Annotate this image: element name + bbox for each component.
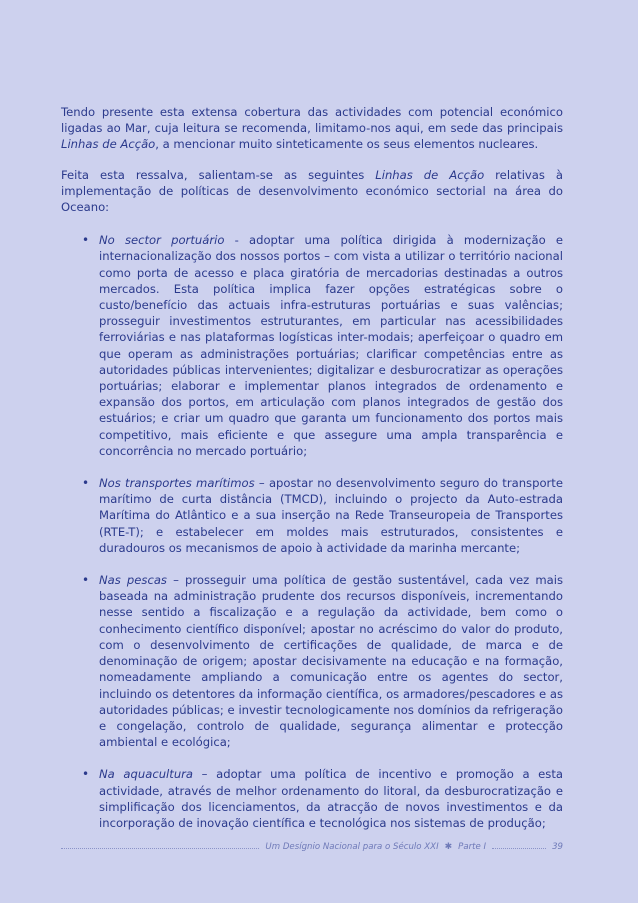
page-number: 39: [552, 842, 563, 852]
item-text: – adoptar uma política de incentivo e promoção a esta actividade, através de melhor ordenamento do litoral, da desburocratização e simplificação dos licenciamentos, da atracção de novos investimentos e da incorporação de inovação científica e tecnológica nos sistemas de produção;: [99, 767, 563, 830]
page-footer: [61, 842, 563, 852]
item-text: – prosseguir uma política de gestão sustentável, cada vez mais baseada na administração prudente dos recursos disponíveis, incrementando nesse sentido a fiscalização e a regulação da actividade, bem como o conhecimento científico disponível; apostar no acréscimo do valor do produto, com o desenvolvimento de certificações de qualidade, de marca e de denominação de origem; apostar decisivamente na educação e na formação, nomeadamente ampliando a comunicação entre os agentes do sector, incluindo os detentores da informação científica, os armadores/pescadores e as autoridades públicas; e investir tecnologicamente nos domínios da refrigeração e congelação, controlo de qualidade, segurança alimentar e protecção ambiental e ecológica;: [99, 573, 563, 750]
bullet-icon: •: [82, 476, 90, 491]
item-lead: Nas pescas: [99, 573, 167, 588]
footer-part: Parte I: [458, 842, 487, 852]
footer-title: Um Desígnio Nacional para o Século XXI: [265, 842, 439, 852]
bullet-icon: •: [82, 767, 90, 782]
intro-text-2a: Feita esta ressalva, salientam-se as seguintes: [61, 167, 376, 182]
document-body: [61, 104, 563, 847]
item-lead: No sector portuário: [99, 233, 225, 248]
item-lead: Nos transportes marítimos: [99, 476, 255, 491]
list-item-aquaculture: [61, 766, 563, 831]
intro-emphasis-2: Linhas de Acção: [375, 167, 485, 182]
item-text: – apostar no desenvolvimento seguro do transporte marítimo de curta distância (TMCD), incluindo o projecto da Auto-estrada Marítima do Atlântico e a sua inserção na Rede Transeuropeia de Transportes (RTE-T); e estabelecer em moldes mais estruturados, consistentes e duradouros os mecanismos de apoio à actividade da marinha mercante;: [99, 476, 563, 555]
intro-paragraph-1: [61, 104, 563, 153]
intro-emphasis-1: Linhas de Acção: [61, 137, 156, 152]
footer-dotted-rule-short: [492, 848, 546, 849]
item-lead: Na aquacultura: [99, 767, 194, 782]
intro-paragraph-2: [61, 167, 563, 216]
item-text: - adoptar uma política dirigida à modernização e internacionalização dos nossos portos – com vista a utilizar o território nacional como porta de acesso e placa giratória de mercadorias destinadas a outros mercados. Esta política implica fazer opções estratégicas sobre o custo/benefício das actuais infra-estruturas portuárias e suas valências; prosseguir investimentos estruturantes, em particular nas acessibilidades ferroviárias e nas plataformas logísticas inter-modais; aperfeiçoar o quadro em que operam as administrações portuárias; clarificar competências entre as autoridades públicas intervenientes; digitalizar e desburocratizar as operações portuárias; elaborar e implementar planos integrados de ordenamento e expansão dos portos, em articulação com planos integrados de gestão dos estuários; e criar um quadro que garanta um funcionamento dos portos mais competitivo, mais eficiente e que assegure uma ampla transparência e concorrência no mercado portuário;: [99, 233, 564, 458]
list-item-fisheries: [61, 572, 563, 750]
list-item-port-sector: [61, 232, 563, 459]
intro-text-2b: relativas à implementação de políticas de desenvolvimento económico sectorial na área do Oceano:: [61, 167, 564, 215]
action-lines-list: [61, 232, 563, 831]
bullet-icon: •: [82, 573, 90, 588]
intro-text-1a: Tendo presente esta extensa cobertura das actividades com potencial económico ligadas ao Mar, cuja leitura se recomenda, limitamo-nos aqui, em sede das principais: [61, 105, 563, 136]
intro-text-1b: , a mencionar muito sinteticamente os seus elementos nucleares.: [155, 137, 539, 152]
separator-star-icon: ✱: [444, 842, 453, 852]
bullet-icon: •: [82, 233, 90, 248]
footer-dotted-rule: [61, 848, 259, 849]
list-item-maritime-transport: [61, 475, 563, 556]
